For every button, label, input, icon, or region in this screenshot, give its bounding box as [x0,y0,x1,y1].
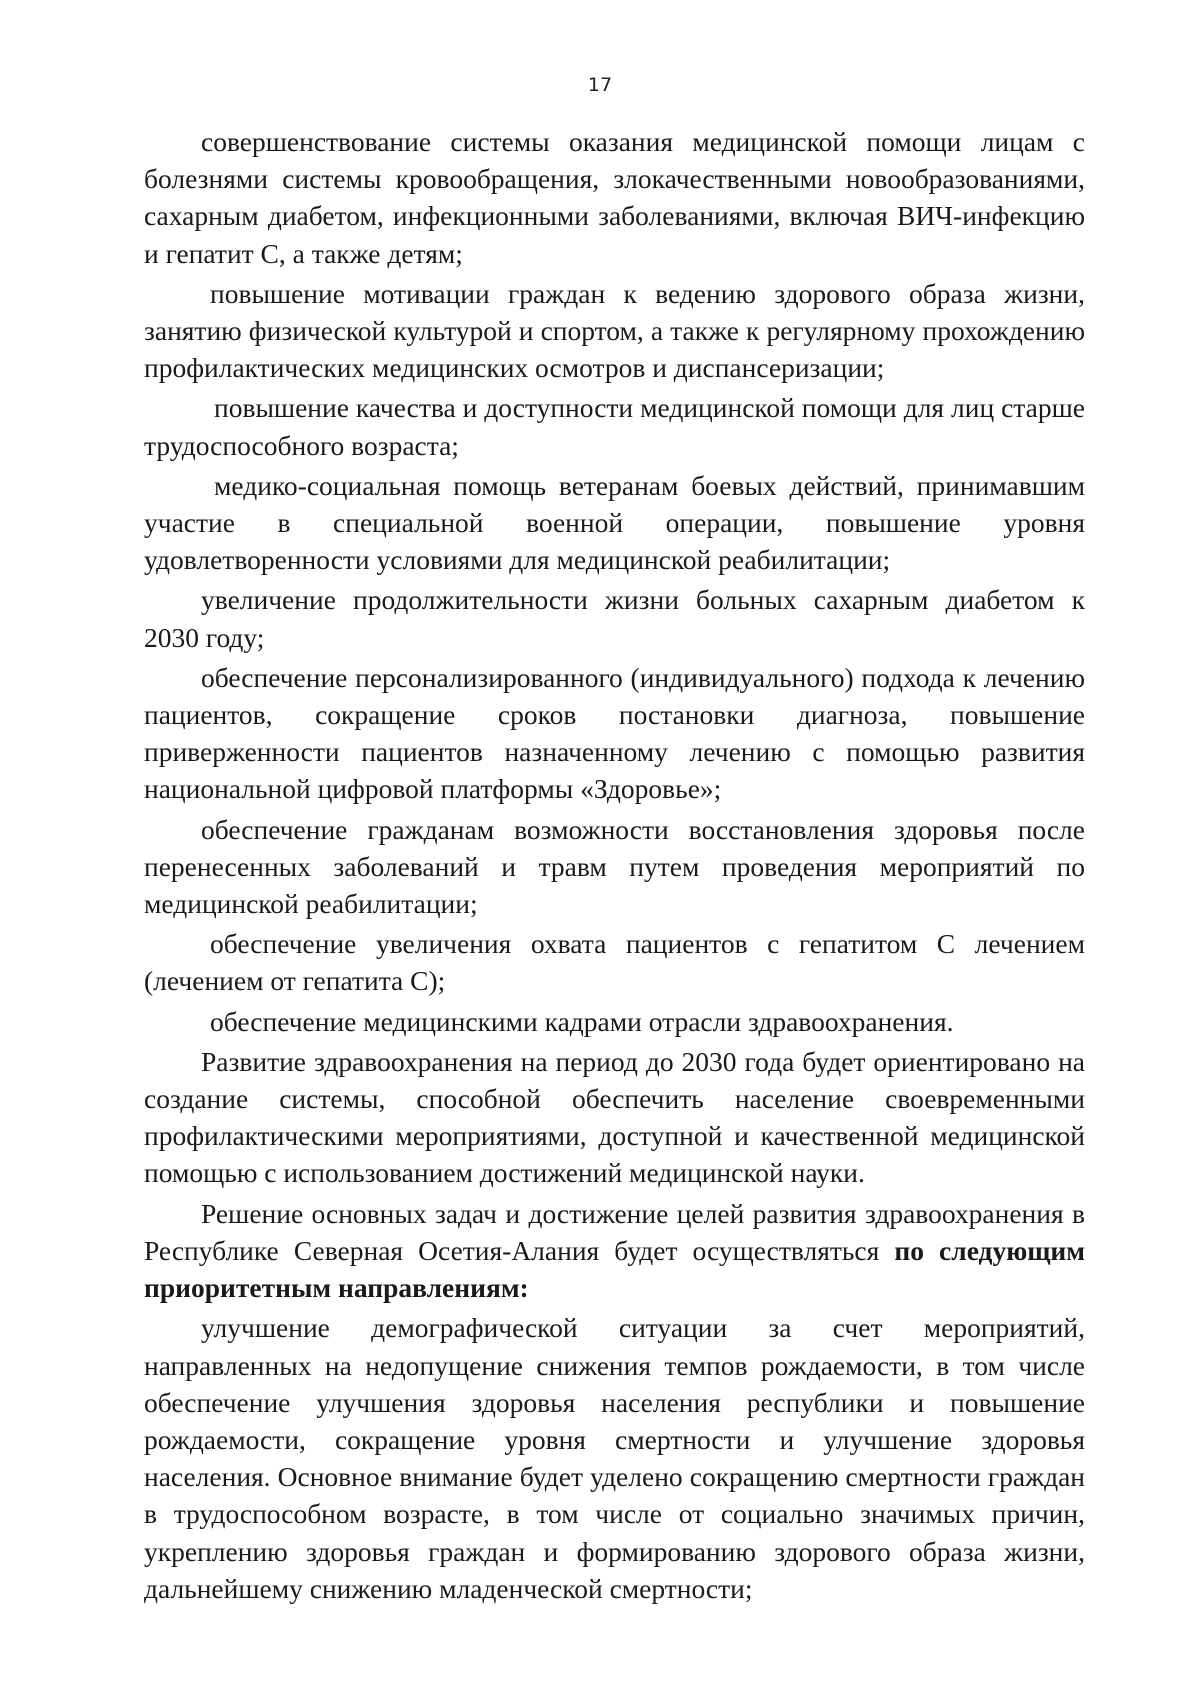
priorities-bold-text: по следующим приоритетным направлениям: [144,1234,1086,1304]
paragraph-elderly-care: повышение качества и доступности медицинской помощи для лиц старше трудоспособного возраста; [144,392,1085,461]
paragraph-veterans-care: медико-социальная помощь ветеранам боевых действий, принимавшим участие в специальной военной операции, повышение уровня удовлетворенности условиями для медицинской реабилитации; [144,469,1085,576]
paragraph-priorities [144,1195,1085,1307]
paragraph-medical-staff: обеспечение медицинскими кадрами отрасли здравоохранения. [210,1005,954,1037]
paragraph-personalized-approach: обеспечение персонализированного (индивидуального) подхода к лечению пациентов, сокращение сроков постановки диагноза, повышение приверженности пациентов назначенному лечению с помощью развития национальной цифровой платформы «Здоровье»; [144,661,1085,805]
paragraph-diabetes-life-expectancy: увеличение продолжительности жизни больных сахарным диабетом к 2030 году; [144,584,1085,653]
paragraph-rehabilitation: обеспечение гражданам возможности восстановления здоровья после перенесенных заболеваний и травм путем проведения мероприятий по медицинской реабилитации; [144,813,1085,920]
paragraph-demographic-situation: улучшение демографической ситуации за счет мероприятий, направленных на недопущение снижения темпов рождаемости, в том числе обеспечение улучшения здоровья населения республики и повышение рождаемости, сокращение уровня смертности и улучшение здоровья населения. Основное внимание будет уделено сокращению смертности граждан в трудоспособном возрасте, в том числе от социально значимых причин, укреплению здоровья граждан и формированию здорового образа жизни, дальнейшему снижению младенческой смертности; [144,1312,1085,1604]
priorities-lead-text: Решение основных задач и достижение целей развития здравоохранения в Республике Северная Осетия-Алания будет осуществляться [144,1197,1085,1266]
paragraph-cardiovascular-care: совершенствование системы оказания медицинской помощи лицам с болезнями системы кровообращения, злокачественными новообразованиями, сахарным диабетом, инфекционными заболеваниями, включая ВИЧ-инфекцию и гепатит С, а также детям; [144,126,1085,269]
paragraph-development-2030: Развитие здравоохранения на период до 2030 года будет ориентировано на создание системы, способной обеспечить население своевременными профилактическими мероприятиями, доступной и качественной медицинской помощью с использованием достижений медицинской науки. [144,1045,1085,1189]
paragraph-healthy-lifestyle: повышение мотивации граждан к ведению здорового образа жизни, занятию физической культурой и спортом, а также к регулярному прохождению профилактических медицинских осмотров и диспансеризации; [144,277,1085,384]
paragraph-hepatitis-c: обеспечение увеличения охвата пациентов с гепатитом С лечением (лечением от гепатита С); [144,928,1085,997]
page-number: 17 [587,74,613,96]
document-body [144,123,1085,1607]
